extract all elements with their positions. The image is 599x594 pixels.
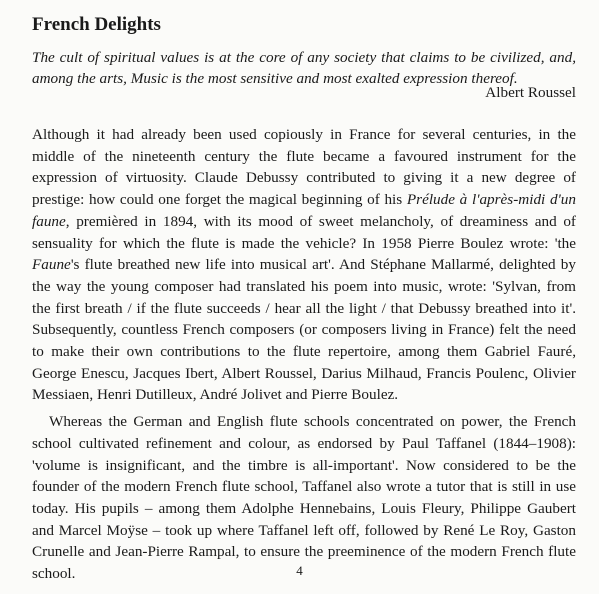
epigraph-author: Albert Roussel xyxy=(485,84,576,101)
paragraph-1-part-1: Although it had already been used copiously in France for several centuries, in the middle of the nineteenth century the flute became a favoured instrument for the expression of virtuosity. Claude Debussy contributed to giving it a new degree of prestige: how could one forget the magical beginning of his xyxy=(32,126,576,209)
article-body xyxy=(32,124,576,585)
work-title-short: Faune xyxy=(32,256,71,274)
page-number: 4 xyxy=(296,563,303,578)
paragraph-2: Whereas the German and English flute schools concentrated on power, the French school cultivated refinement and colour, as endorsed by Paul Taffanel (1844–1908): 'volume is insignificant, and the timbre is all-important'. Now considered to be the founder of the modern French flute school, Taffanel also wrote a tutor that is still in use today. His pupils – among them Adolphe Hennebains, Louis Fleury, Philippe Gaubert and Marcel Moÿse – took up where Taffanel left off, followed by René Le Roy, Gaston Crunelle and Jean-Pierre Rampal, to ensure the preeminence of the modern French flute school. xyxy=(32,413,576,583)
epigraph-quote: The cult of spiritual values is at the core of any society that claims to be civilized, and, among the arts, Music is the most sensitive and most exalted expression thereof. xyxy=(32,49,576,87)
page-content xyxy=(32,12,576,585)
work-title: Prélude à l'après-midi d'un faune xyxy=(32,191,576,230)
paragraph-1-part-3: 's flute breathed new life into musical art'. And Stéphane Mallarmé, delighted by the way the young composer had translated his poem into music, wrote: 'Sylvan, from the first breath / if the flute succeeds / hear all the light / that Debussy breathed into it'. Subsequently, countless French composers (or composers living in France) felt the need to make their own contributions to the flute repertoire, among them Gabriel Fauré, George Enescu, Jacques Ibert, Albert Roussel, Darius Milhaud, Francis Poulenc, Olivier Messiaen, Henri Dutilleux, André Jolivet and Pierre Boulez. xyxy=(32,256,576,404)
paragraph-1 xyxy=(32,124,576,406)
paragraph-1-part-2: , premièred in 1894, with its mood of sweet melancholy, of dreaminess and of sensuality for which the flute is made the vehicle? In 1958 Pierre Boulez wrote: 'the xyxy=(32,212,576,252)
page-title: French Delights xyxy=(32,14,161,35)
